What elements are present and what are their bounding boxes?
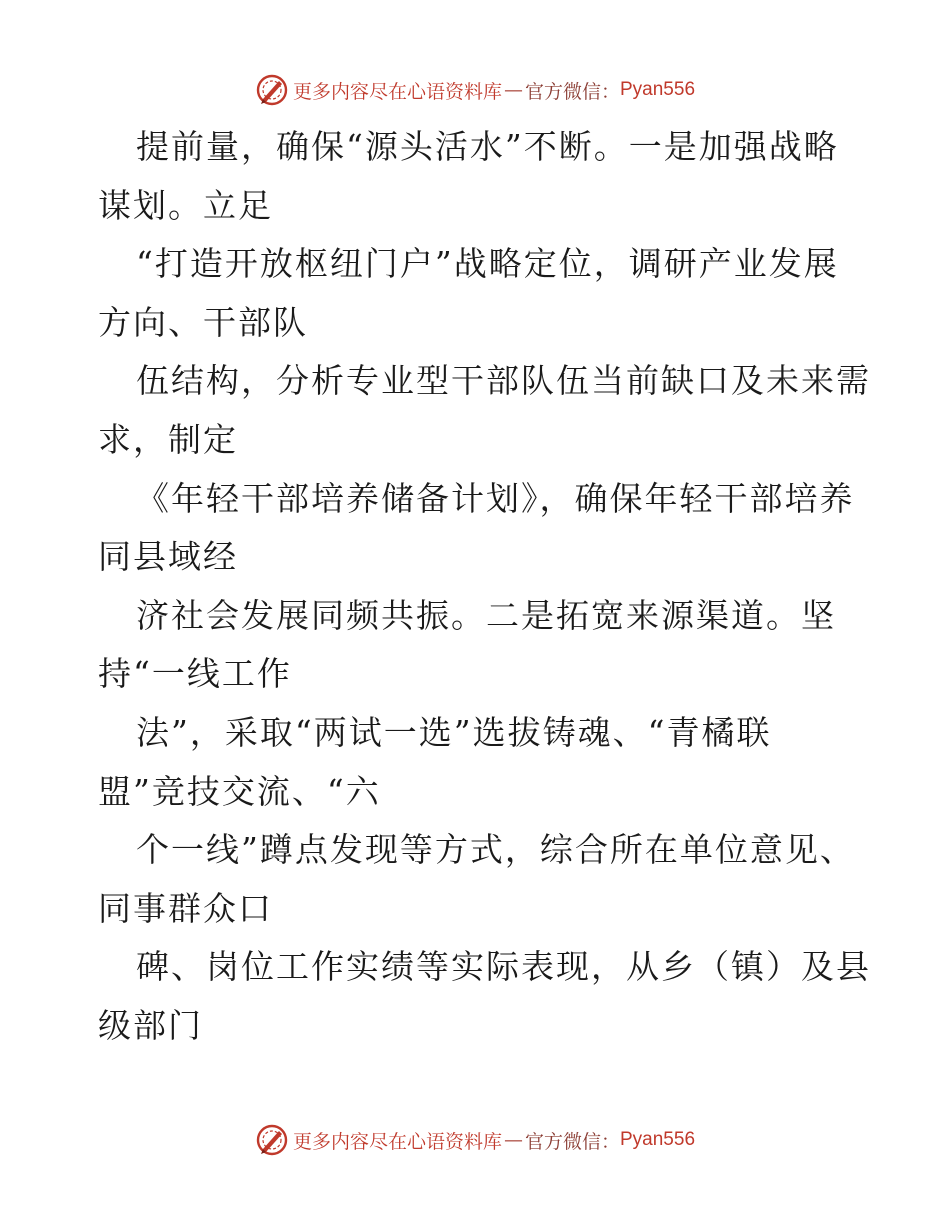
header-banner-dash: —	[503, 79, 523, 101]
text-line: 提前量，确保“源头活水”不断。一是加强战略	[136, 127, 839, 166]
footer-banner-wechat: 官方微信：	[524, 1130, 620, 1153]
document-body	[98, 118, 878, 1056]
text-line: 碑、岗位工作实绩等实际表现，从乡（镇）及县	[136, 947, 871, 987]
header-banner-main: 更多内容尽在心语资料库	[292, 80, 502, 103]
text-line: 《年轻干部培养储备计划》，确保年轻干部培养	[136, 478, 855, 518]
header-banner-wechat: 官方微信：	[524, 80, 620, 103]
header-banner	[255, 73, 695, 107]
footer-banner-account: Pyan556	[620, 1129, 696, 1150]
text-line: 持“一线工作	[98, 654, 292, 694]
text-line: 同县域经	[98, 537, 238, 577]
text-line: 求，制定	[98, 419, 238, 459]
text-line: 济社会发展同频共振。二是拓宽来源渠道。坚	[136, 595, 836, 635]
text-line: “打造开放枢纽门户”战略定位，调研产业发展	[136, 244, 839, 284]
text-line: 个一线”蹲点发现等方式，综合所在单位意见、	[136, 830, 855, 870]
footer-banner-main: 更多内容尽在心语资料库	[292, 1130, 502, 1153]
pen-logo-icon	[255, 1123, 289, 1157]
page-header	[0, 68, 950, 112]
text-line: 伍结构，分析专业型干部队伍当前缺口及未来需	[136, 361, 871, 401]
page-footer	[0, 1118, 950, 1162]
footer-banner	[255, 1123, 695, 1157]
text-line: 方向、干部队	[98, 302, 308, 342]
header-banner-account: Pyan556	[620, 79, 696, 100]
pen-logo-icon	[255, 73, 289, 107]
text-line: 盟”竞技交流、“六	[98, 771, 381, 811]
text-line: 谋划。立足	[98, 185, 273, 225]
text-line: 法”，采取“两试一选”选拔铸魂、“青橘联	[136, 712, 772, 752]
text-line: 同事群众口	[98, 888, 273, 928]
text-line: 级部门	[98, 1005, 203, 1045]
footer-banner-dash: —	[503, 1129, 523, 1151]
